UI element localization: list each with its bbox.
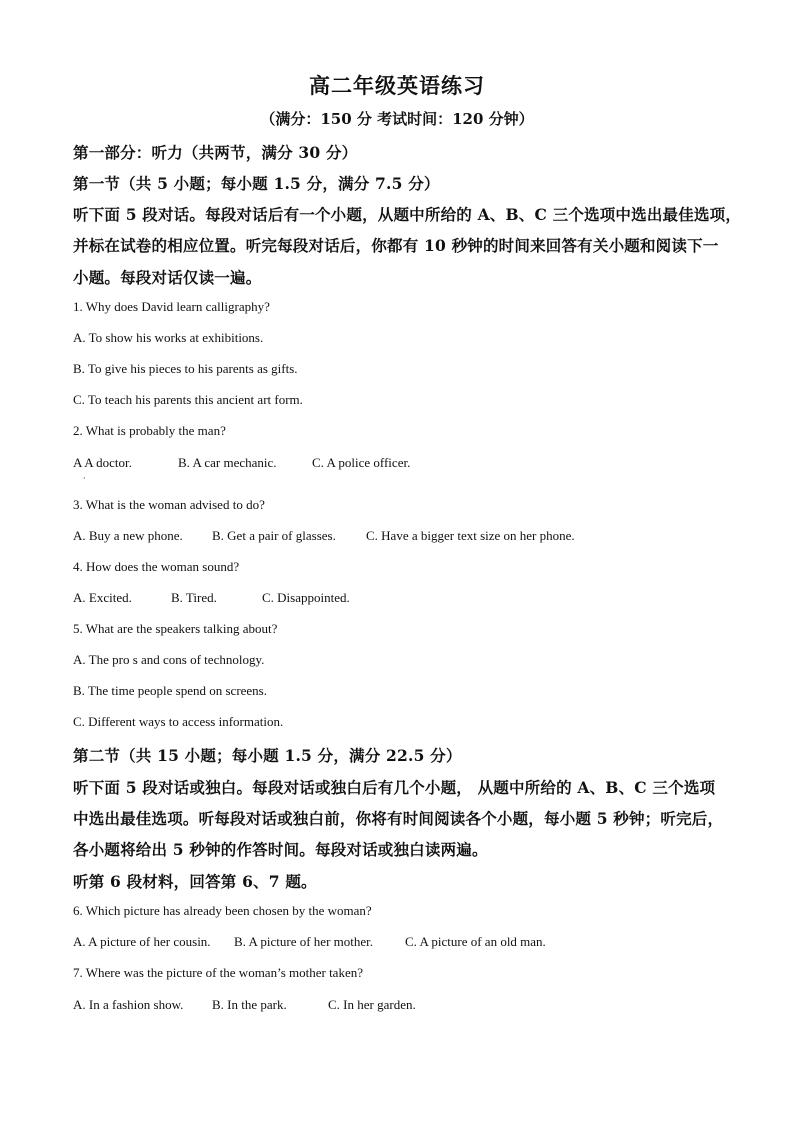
question-7-option-c: C. In her garden. — [328, 997, 416, 1012]
question-1-option-a: A. To show his works at exhibitions. — [73, 330, 264, 345]
question-4-option-a: A. Excited. — [73, 590, 132, 605]
question-5-stem: 5. What are the speakers talking about? — [73, 621, 278, 636]
question-6-options — [73, 934, 546, 950]
question-3-options — [73, 528, 575, 544]
section1-instruction-line: 听下面 5 段对话。每段对话后有一个小题，从题中所给的 A、B、C 三个选项中选出最佳选项， — [73, 205, 742, 224]
section2-heading: 第二节（共 15 小题；每小题 1.5 分，满分 22.5 分） — [73, 746, 462, 765]
question-5-option-a: A. The pro s and cons of technology. — [73, 652, 265, 667]
question-3-option-c: C. Have a bigger text size on her phone. — [366, 528, 575, 543]
part1-heading: 第一部分：听力（共两节，满分 30 分） — [73, 143, 358, 162]
question-2-option-b: B. A car mechanic. — [178, 455, 277, 470]
section2-instruction-line: 听下面 5 段对话或独白。每段对话或独白后有几个小题， 从题中所给的 A、B、C 三个选项 — [73, 778, 716, 797]
question-4-option-c: C. Disappointed. — [262, 590, 350, 605]
question-2-options — [73, 455, 410, 471]
section1-heading: 第一节（共 5 小题；每小题 1.5 分，满分 7.5 分） — [73, 174, 440, 193]
question-7-stem: 7. Where was the picture of the woman’s mother taken? — [73, 965, 363, 980]
question-7-option-b: B. In the park. — [212, 997, 287, 1012]
question-2-option-a: A A doctor. — [73, 455, 132, 470]
question-4-stem: 4. How does the woman sound? — [73, 559, 240, 574]
exam-meta: （满分：150 分 考试时间：120 分钟） — [260, 110, 534, 128]
question-2-stem: 2. What is probably the man? — [73, 423, 226, 438]
question-1-stem: 1. Why does David learn calligraphy? — [73, 299, 270, 314]
question-4-options — [73, 590, 350, 606]
question-5-option-b: B. The time people spend on screens. — [73, 683, 267, 698]
section1-instruction-line: 小题。每段对话仅读一遍。 — [73, 268, 262, 287]
question-6-option-b: B. A picture of her mother. — [234, 934, 374, 949]
question-5-option-c: C. Different ways to access information. — [73, 714, 284, 729]
section2-instruction-line: 中选出最佳选项。听每段对话或独白前，你将有时间阅读各个小题，每小题 5 秒钟；听完后， — [73, 809, 724, 828]
question-7-option-a: A. In a fashion show. — [73, 997, 184, 1012]
page-title: 高二年级英语练习 — [309, 73, 485, 98]
question-3-option-b: B. Get a pair of glasses. — [212, 528, 336, 543]
section1-instruction-line: 并标在试卷的相应位置。听完每段对话后，你都有 10 秒钟的时间来回答有关小题和阅读下一 — [73, 236, 719, 255]
question-7-options — [73, 997, 416, 1013]
question-6-option-c: C. A picture of an old man. — [405, 934, 546, 949]
question-1-option-c: C. To teach his parents this ancient art form. — [73, 392, 303, 407]
material-6-heading: 听第 6 段材料，回答第 6、7 题。 — [73, 872, 317, 891]
question-6-option-a: A. A picture of her cousin. — [73, 934, 211, 949]
question-2-option-c: C. A police officer. — [312, 455, 411, 470]
question-3-option-a: A. Buy a new phone. — [73, 528, 183, 543]
section2-instruction-line: 各小题将给出 5 秒钟的作答时间。每段对话或独白读两遍。 — [73, 840, 488, 859]
question-1-option-b: B. To give his pieces to his parents as gifts. — [73, 361, 298, 376]
question-4-option-b: B. Tired. — [171, 590, 217, 605]
question-6-stem: 6. Which picture has already been chosen by the woman? — [73, 903, 372, 918]
question-3-stem: 3. What is the woman advised to do? — [73, 497, 265, 512]
stray-dot-mark: · — [83, 474, 86, 483]
